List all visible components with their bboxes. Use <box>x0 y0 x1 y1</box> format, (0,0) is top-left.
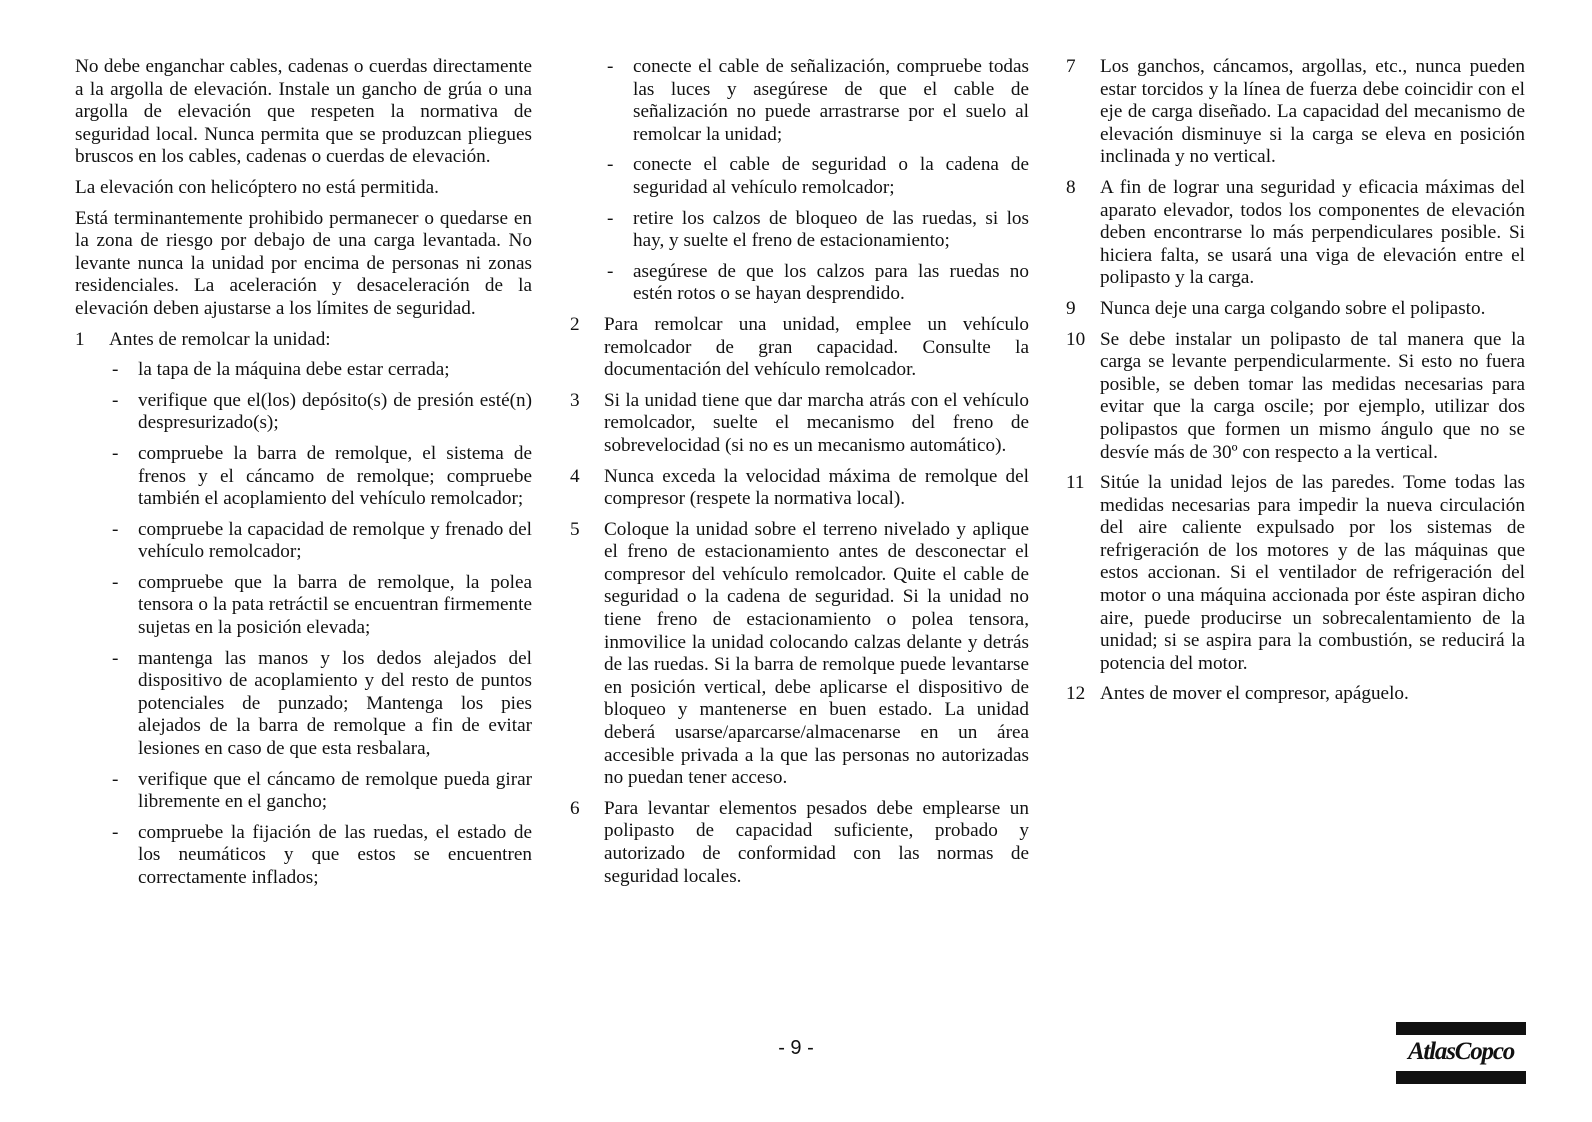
item-number: 12 <box>1066 683 1086 705</box>
paragraph: La elevación con helicóptero no está permitida. <box>75 176 439 198</box>
item-number: 2 <box>570 313 580 335</box>
sub-item <box>604 154 1029 199</box>
item-text: Sitúe la unidad lejos de las paredes. Tome todas las medidas necesarias para impedir la nueva circulación del aire caliente expulsado por los sistemas de refrigeración de los motores y de las máquinas que estos accionan. Si el ventilador de refrigeración del motor o una máquina accionada por éste aspiran dicho aire, puede producirse un sobrecalentamiento de la unidad; si se aspira para la combustión, se reducirá la potencia del motor. <box>1100 472 1525 674</box>
item-number: 3 <box>570 389 580 411</box>
item-text: Para levantar elementos pesados debe emplearse un polipasto de capacidad suficiente, probado y autorizado de conformidad con las normas de seguridad locales. <box>604 797 1029 887</box>
item-text: Si la unidad tiene que dar marcha atrás con el vehículo remolcador, suelte el mecanismo del freno de sobrevelocidad (si no es un mecanismo automático). <box>604 389 1029 456</box>
dash-bullet: - <box>607 207 614 229</box>
item-number: 5 <box>570 518 580 540</box>
sub-item-text: compruebe la fijación de las ruedas, el estado de los neumáticos y que estos se encuentren correctamente inflados; <box>138 821 532 888</box>
logo-bar-top <box>1396 1022 1526 1035</box>
sub-item <box>604 56 1029 146</box>
dash-bullet: - <box>112 518 119 540</box>
sub-item-text: conecte el cable de seguridad o la cadena de seguridad al vehículo remolcador; <box>633 154 1029 198</box>
numbered-item <box>570 798 1029 888</box>
item-number: 4 <box>570 465 580 487</box>
item-text: Coloque la unidad sobre el terreno nivelado y aplique el freno de estacionamiento antes de desconectar el compresor del vehículo remolcador. Quite el cable de seguridad o la cadena de seguridad. Si la unidad no tiene freno de estacionamiento o polea tensora, inmovilice la unidad colocando calzas delante y detrás de las ruedas. Si la barra de remolque puede levantarse en posición vertical, debe aplicarse el dispositivo de bloqueo y mantenerse en buen estado. La unidad deberá usarse/aparcarse/almacenarse en un área accesible privada a la que las personas no autorizadas no puedan tener acceso. <box>604 518 1029 789</box>
item-text: Antes de remolcar la unidad: <box>109 328 331 350</box>
item-number: 1 <box>75 328 85 350</box>
sub-item <box>109 359 532 382</box>
paragraph: Está terminantemente prohibido permanecer o quedarse en la zona de riesgo por debajo de una carga levantada. No levante nunca la unidad por encima de personas ni zonas residenciales. La aceleración y desaceleración de la elevación deben ajustarse a los límites de seguridad. <box>75 207 532 319</box>
item-text: Nunca exceda la velocidad máxima de remolque del compresor (respete la normativa local). <box>604 465 1029 510</box>
numbered-item <box>570 519 1029 790</box>
dash-bullet: - <box>112 647 119 669</box>
sub-item-text: verifique que el(los) depósito(s) de presión esté(n) despresurizado(s); <box>138 389 532 434</box>
numbered-item <box>570 314 1029 382</box>
item-number: 9 <box>1066 297 1076 319</box>
sub-item <box>109 390 532 435</box>
item-number: 11 <box>1066 472 1085 494</box>
page-number: - 9 - <box>778 1037 814 1059</box>
dash-bullet: - <box>112 359 119 381</box>
item-number: 7 <box>1066 56 1076 77</box>
sub-item <box>109 572 532 640</box>
column-3 <box>1066 56 1525 714</box>
sub-item-text: mantenga las manos y los dedos alejados del dispositivo de acoplamiento y del resto de puntos potenciales de punzado; Mantenga los pies alejados de la barra de remolque a fin de evitar lesiones en caso de que esta resbalara, <box>138 647 532 760</box>
logo-text: AtlasCopco <box>1407 1038 1515 1065</box>
dash-bullet: - <box>112 442 119 464</box>
item-number: 6 <box>570 797 580 819</box>
sub-item <box>109 443 532 511</box>
sub-item <box>109 519 532 564</box>
numbered-item <box>570 466 1029 511</box>
numbered-item <box>1066 329 1525 465</box>
sub-item <box>604 208 1029 253</box>
numbered-item <box>570 390 1029 458</box>
numbered-item <box>1066 472 1525 675</box>
numbered-item <box>1066 298 1525 321</box>
sub-item-text: conecte el cable de señalización, compruebe todas las luces y asegúrese de que el cable de señalización no puede arrastrarse por el suelo al remolcar la unidad; <box>633 56 1029 145</box>
item-text: A fin de lograr una seguridad y eficacia máximas del aparato elevador, todos los componentes de elevación deben encontrarse lo más perpendiculares posible. Si hiciera falta, se usará una viga de elevación entre el polipasto y la carga. <box>1100 176 1525 289</box>
item-text: Antes de mover el compresor, apáguelo. <box>1100 683 1409 705</box>
sub-item-text: compruebe la capacidad de remolque y frenado del vehículo remolcador; <box>138 518 532 563</box>
sub-item-text: compruebe la barra de remolque, el sistema de frenos y el cáncamo de remolque; compruebe también el acoplamiento del vehículo remolcador; <box>138 442 532 510</box>
sub-item-text: la tapa de la máquina debe estar cerrada; <box>138 359 450 381</box>
dash-bullet: - <box>607 56 614 77</box>
dash-bullet: - <box>607 260 614 282</box>
sub-item <box>604 261 1029 306</box>
sub-item <box>109 769 532 814</box>
numbered-item <box>1066 56 1525 169</box>
dash-bullet: - <box>112 389 119 411</box>
item-text: Nunca deje una carga colgando sobre el polipasto. <box>1100 297 1486 319</box>
sub-item-text: asegúrese de que los calzos para las ruedas no estén rotos o se hayan desprendido. <box>633 260 1029 305</box>
item-text: Para remolcar una unidad, emplee un vehículo remolcador de gran capacidad. Consulte la documentación del vehículo remolcador. <box>604 313 1029 381</box>
sub-item <box>109 822 532 890</box>
sub-item-text: retire los calzos de bloqueo de las ruedas, si los hay, y suelte el freno de estacionamiento; <box>633 207 1029 252</box>
item-number: 10 <box>1066 328 1086 350</box>
dash-bullet: - <box>607 154 614 176</box>
sub-list <box>604 56 1029 306</box>
sub-item-text: compruebe que la barra de remolque, la polea tensora o la pata retráctil se encuentran firmemente sujetas en la posición elevada; <box>138 571 532 639</box>
dash-bullet: - <box>112 571 119 593</box>
atlas-copco-logo <box>1396 1022 1526 1084</box>
sub-item-text: verifique que el cáncamo de remolque pueda girar libremente en el gancho; <box>138 768 532 813</box>
item-text: Se debe instalar un polipasto de tal manera que la carga se levante perpendicularmente. Si esto no fuera posible, se deben tomar las medidas necesarias para evitar que la carga oscile; por ejemplo, utilizar dos polipastos que formen un mismo ángulo que no se desvíe más de 30º con respecto a la vertical. <box>1100 328 1525 463</box>
numbered-item <box>1066 177 1525 290</box>
sub-list <box>109 359 532 889</box>
item-number: 8 <box>1066 176 1076 198</box>
column-1 <box>75 56 532 898</box>
sub-item <box>109 648 532 761</box>
numbered-item <box>1066 683 1525 706</box>
column-2 <box>570 56 1029 896</box>
paragraph: No debe enganchar cables, cadenas o cuerdas directamente a la argolla de elevación. Instale un gancho de grúa o una argolla de elevación que respeten la normativa de seguridad local. Nunca permita que se produzcan pliegues bruscos en los cables, cadenas o cuerdas de elevación. <box>75 56 532 168</box>
logo-bar-bottom <box>1396 1071 1526 1084</box>
numbered-item <box>75 329 532 352</box>
dash-bullet: - <box>112 821 119 843</box>
item-text: Los ganchos, cáncamos, argollas, etc., nunca pueden estar torcidos y la línea de fuerza debe coincidir con el eje de carga diseñado. La capacidad del mecanismo de elevación disminuye si la carga se eleva en posición inclinada y no vertical. <box>1100 56 1525 168</box>
dash-bullet: - <box>112 768 119 790</box>
